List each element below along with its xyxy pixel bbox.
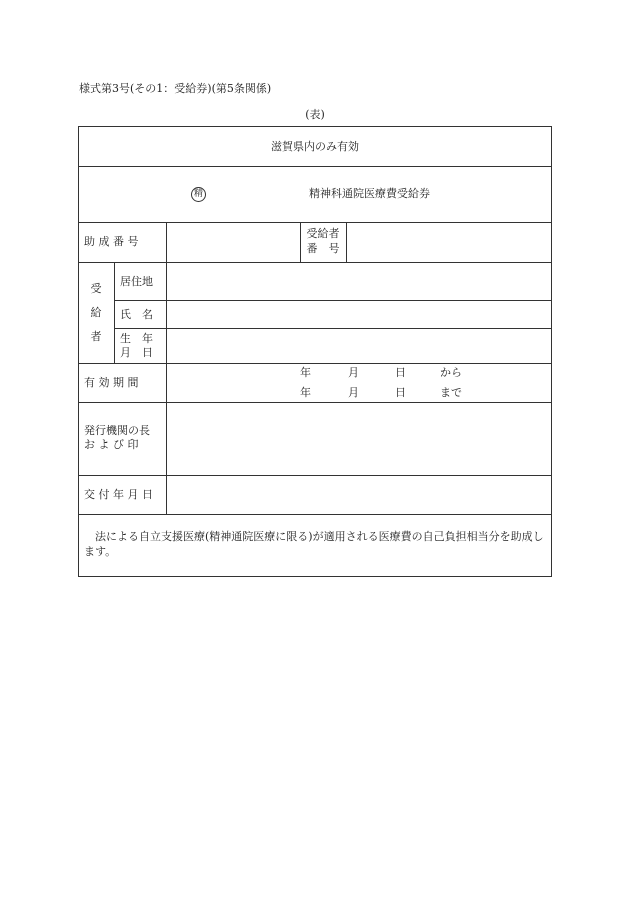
validity-to-day: 日 xyxy=(395,386,406,399)
subsidy-number-label: 助 成 番 号 xyxy=(84,235,139,248)
validity-to-month: 月 xyxy=(348,386,359,399)
divider xyxy=(114,262,115,363)
divider xyxy=(346,222,347,262)
recipient-number-field[interactable] xyxy=(353,235,543,249)
divider xyxy=(78,222,552,223)
ticket-title: 精神科通院医療費受給券 xyxy=(309,187,430,200)
validity-from-day: 日 xyxy=(395,366,406,379)
residence-label: 居住地 xyxy=(120,275,153,288)
validity-to-suffix: まで xyxy=(440,386,462,399)
issuer-label: 発行機関の長 xyxy=(84,424,150,437)
birth-date-field[interactable] xyxy=(173,339,543,353)
divider xyxy=(78,402,552,403)
divider xyxy=(78,363,552,364)
validity-to-year: 年 xyxy=(300,386,311,399)
validity-from-year: 年 xyxy=(300,366,311,379)
validity-from-suffix: から xyxy=(440,366,462,379)
divider xyxy=(78,514,552,515)
divider xyxy=(78,262,552,263)
subsidy-ticket-form xyxy=(78,126,552,577)
residence-field[interactable] xyxy=(173,275,543,289)
divider xyxy=(166,262,167,514)
name-label: 氏 名 xyxy=(120,308,153,321)
subsidy-number-field[interactable] xyxy=(173,235,293,249)
recipient-number-label: 番 号 xyxy=(306,242,340,255)
validity-from-month: 月 xyxy=(348,366,359,379)
divider xyxy=(114,300,552,301)
region-validity-text: 滋賀県内のみ有効 xyxy=(271,140,359,153)
validity-period-label: 有 効 期 間 xyxy=(84,376,139,389)
seishin-stamp-mark: 精 xyxy=(191,187,206,202)
birth-date-label: 生 年 xyxy=(120,332,153,345)
issue-date-label: 交 付 年 月 日 xyxy=(84,488,153,501)
divider xyxy=(78,475,552,476)
issuer-field[interactable] xyxy=(173,426,543,456)
issuer-label: お よ び 印 xyxy=(84,438,139,451)
subsidy-note: 法による自立支援医療(精神通院医療に限る)が適用される医療費の自己負担相当分を助成します。 xyxy=(84,530,544,558)
recipient-group-char: 給 xyxy=(90,306,102,319)
issue-date-field[interactable] xyxy=(173,488,543,502)
divider xyxy=(78,166,552,167)
birth-date-label: 月 日 xyxy=(120,346,153,359)
recipient-group-char: 受 xyxy=(90,282,102,295)
recipient-group-char: 者 xyxy=(90,330,102,343)
divider xyxy=(166,222,167,262)
divider xyxy=(114,328,552,329)
recipient-number-label: 受給者 xyxy=(306,227,340,240)
name-field[interactable] xyxy=(173,308,543,322)
side-label: (表) xyxy=(305,108,325,121)
form-number-label: 様式第3号(その1：受給券)(第5条関係) xyxy=(79,82,272,95)
